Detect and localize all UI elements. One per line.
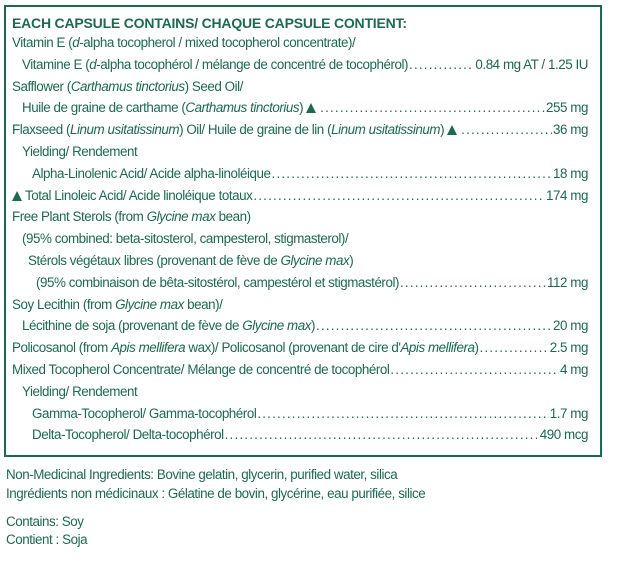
contains-en: Contains: Soy bbox=[6, 514, 84, 529]
ingredient-label: Huile de graine de carthame (Carthamus tinctorius) bbox=[22, 98, 319, 118]
ingredient-label: Flaxseed (Linum usitatissinum) Oil/ Huile de graine de lin (Linum usitatissinum) bbox=[12, 120, 460, 140]
leader-dots bbox=[461, 120, 552, 140]
triangle-icon bbox=[306, 103, 316, 113]
ingredient-line bbox=[12, 120, 588, 140]
leader-dots bbox=[409, 55, 474, 75]
ingredient-amount: 490 mcg bbox=[539, 427, 588, 443]
leader-dots bbox=[400, 273, 546, 293]
ingredient-amount: 2.5 mg bbox=[549, 340, 588, 356]
ingredient-label: Vitamin E (d-alpha tocopherol / mixed tocopherol concentrate)/ bbox=[12, 35, 356, 50]
leader-dots bbox=[390, 360, 559, 380]
ingredient-amount: 20 mg bbox=[553, 318, 588, 334]
ingredient-label: Policosanol (from Apis mellifera wax)/ Policosanol (provenant de cire d'Apis mellifera) bbox=[12, 340, 479, 356]
ingredient-label: Safflower (Carthamus tinctorius) Seed Oil/ bbox=[12, 78, 243, 94]
ingredient-line bbox=[28, 251, 588, 271]
non-medicinal-en: Non-Medicinal Ingredients: Bovine gelatin, glycerin, purified water, silica bbox=[6, 467, 398, 482]
ingredients-panel bbox=[4, 5, 602, 457]
ingredient-label: Soy Lecithin (from Glycine max bean)/ bbox=[12, 296, 223, 312]
ingredient-line bbox=[32, 425, 588, 445]
ingredient-label: (95% combinaison de bêta-sitostérol, campestérol et stigmastérol) bbox=[36, 274, 399, 290]
ingredient-line bbox=[22, 382, 588, 402]
ingredient-label: Lécithine de soja (provenant de fève de Glycine max) bbox=[22, 318, 315, 334]
ingredient-label: Yielding/ Rendement bbox=[22, 144, 138, 159]
ingredient-amount: 18 mg bbox=[553, 165, 588, 181]
leader-dots bbox=[316, 316, 552, 336]
non-medicinal-fr: Ingrédients non médicinaux : Gélatine de bovin, glycérine, eau purifiée, silice bbox=[6, 486, 426, 501]
triangle-icon bbox=[447, 125, 457, 135]
ingredient-label: (95% combined: beta-sitosterol, campesterol, stigmasterol)/ bbox=[22, 231, 349, 247]
ingredient-line bbox=[12, 207, 588, 227]
ingredient-label: Gamma-Tocopherol/ Gamma-tocophérol bbox=[32, 405, 257, 421]
contains-fr: Contient : Soja bbox=[6, 532, 88, 547]
leader-dots bbox=[320, 98, 545, 118]
leader-dots bbox=[257, 404, 548, 424]
ingredient-line bbox=[22, 229, 588, 249]
leader-dots bbox=[480, 338, 549, 358]
leader-dots bbox=[225, 425, 539, 445]
ingredient-line bbox=[12, 295, 588, 315]
ingredient-line bbox=[22, 142, 588, 162]
ingredient-line bbox=[12, 338, 588, 358]
ingredient-label: Alpha-Linolenic Acid/ Acide alpha-linoléique bbox=[32, 165, 271, 181]
ingredient-amount: 112 mg bbox=[547, 274, 588, 290]
ingredient-amount: 1.7 mg bbox=[549, 405, 588, 421]
ingredient-amount: 36 mg bbox=[553, 122, 588, 138]
leader-dots bbox=[272, 164, 553, 184]
ingredient-line bbox=[22, 98, 588, 118]
leader-dots bbox=[253, 186, 545, 206]
ingredient-amount: 174 mg bbox=[546, 187, 588, 203]
ingredient-label: Stérols végétaux libres (provenant de fève de Glycine max) bbox=[28, 253, 354, 268]
ingredient-label: Mixed Tocopherol Concentrate/ Mélange de concentré de tocophérol bbox=[12, 362, 390, 377]
ingredient-label: Yielding/ Rendement bbox=[22, 383, 138, 399]
ingredient-line bbox=[12, 360, 588, 380]
ingredient-amount: 4 mg bbox=[560, 362, 588, 377]
ingredient-label: Delta-Tocopherol/ Delta-tocophérol bbox=[32, 427, 224, 443]
ingredient-line bbox=[36, 273, 588, 293]
ingredient-line bbox=[22, 316, 588, 336]
ingredient-amount: 0.84 mg AT / 1.25 IU bbox=[475, 56, 588, 72]
triangle-icon bbox=[12, 191, 22, 201]
panel-heading: EACH CAPSULE CONTAINS/ CHAQUE CAPSULE CONTIENT: bbox=[12, 15, 407, 31]
ingredient-label: Total Linoleic Acid/ Acide linoléique totaux bbox=[12, 186, 252, 206]
ingredient-line bbox=[32, 164, 588, 184]
ingredient-line bbox=[12, 186, 588, 206]
ingredient-line bbox=[12, 33, 588, 53]
ingredient-line bbox=[22, 55, 588, 75]
ingredient-line bbox=[12, 77, 588, 97]
ingredient-line bbox=[32, 404, 588, 424]
ingredient-label: Free Plant Sterols (from Glycine max bean) bbox=[12, 209, 251, 225]
ingredient-label: Vitamine E (d-alpha tocophérol / mélange de concentré de tocophérol) bbox=[22, 56, 409, 72]
ingredient-amount: 255 mg bbox=[546, 100, 588, 116]
